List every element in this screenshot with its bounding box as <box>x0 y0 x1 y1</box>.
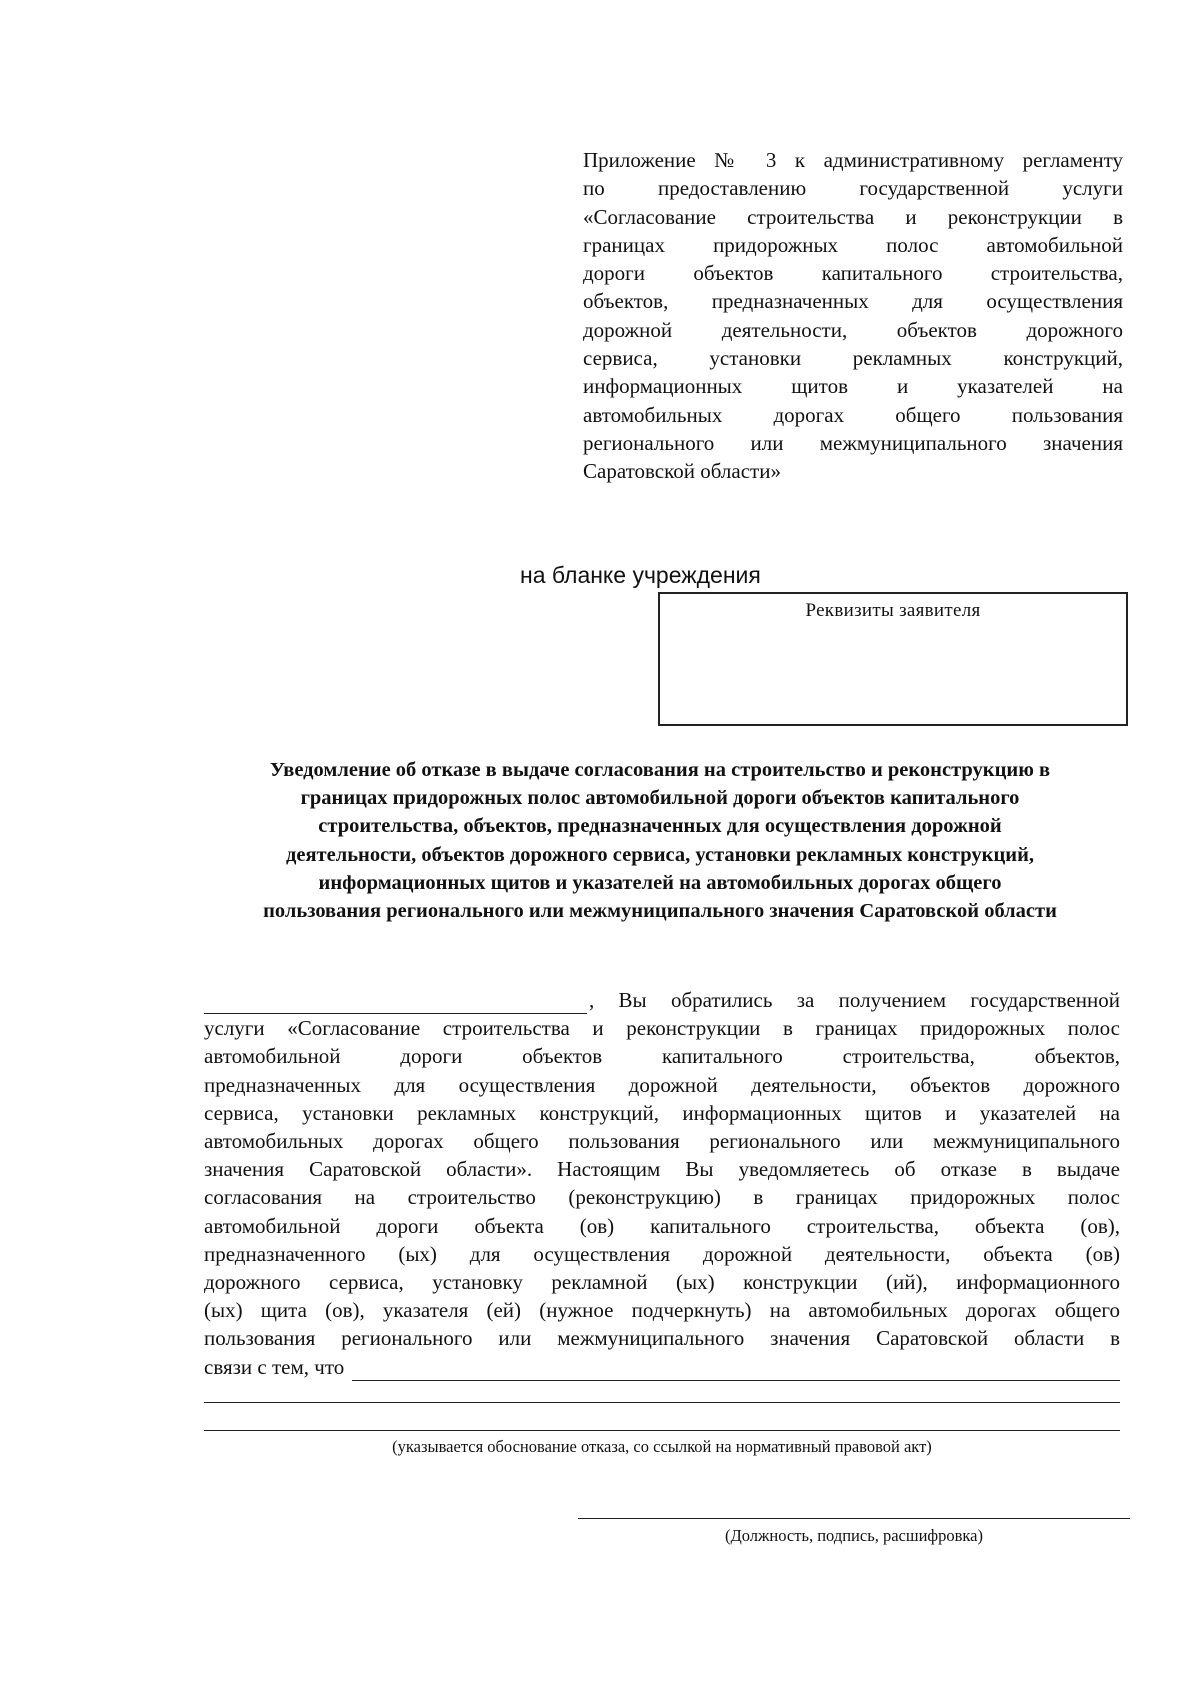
applicant-name-blank <box>204 991 587 1014</box>
body-line: автомобильных дорогах общего пользования регионального или межмуниципального <box>204 1129 1120 1154</box>
appendix-header <box>583 146 1123 486</box>
notice-title-line: информационных щитов и указателей на автомобильных дорогах общего <box>318 871 1002 894</box>
notice-title-line: границах придорожных полос автомобильной дороги объектов капитального <box>300 787 1020 810</box>
appendix-line: «Согласование строительства и реконструкции в <box>583 204 1123 229</box>
appendix-line: сервиса, установки рекламных конструкций, <box>583 346 1123 371</box>
body-line: дорожного сервиса, установку рекламной (ых) конструкции (ий), информационного <box>204 1270 1120 1295</box>
appendix-line: дороги объектов капитального строительства, <box>583 261 1123 286</box>
applicant-details-box <box>658 592 1128 726</box>
appendix-line: дорожной деятельности, объектов дорожного <box>583 317 1123 342</box>
notice-title-line: строительства, объектов, предназначенных для осуществления дорожной <box>318 815 1002 838</box>
appendix-line: автомобильных дорогах общего пользования <box>583 402 1123 427</box>
body-line: связи с тем, что <box>204 1354 345 1379</box>
body-line: сервиса, установки рекламных конструкций, информационных щитов и указателей на <box>204 1100 1120 1125</box>
signature-blank-line <box>578 1518 1130 1519</box>
appendix-line: регионального или межмуниципального значения <box>583 430 1123 455</box>
body-line: предназначенных для осуществления дорожной деятельности, объектов дорожного <box>204 1072 1120 1097</box>
body-last-line <box>204 1353 1120 1381</box>
refusal-reason-blank <box>352 1358 1120 1381</box>
body-line: значения Саратовской области». Настоящим Вы уведомляетесь об отказе в выдаче <box>204 1157 1120 1182</box>
notice-title <box>180 756 1140 925</box>
body-line: предназначенного (ых) для осуществления дорожной деятельности, объекта (ов) <box>204 1241 1120 1266</box>
refusal-reason-blank-line <box>204 1402 1120 1403</box>
applicant-details-label: Реквизиты заявителя <box>805 600 981 621</box>
signature-hint: (Должность, подпись, расшифровка) <box>725 1526 983 1545</box>
appendix-line: по предоставлению государственной услуги <box>583 176 1123 201</box>
body-line: услуги «Согласование строительства и реконструкции в границах придорожных полос <box>204 1016 1120 1041</box>
notice-title-line: пользования регионального или межмуниципального значения Саратовской области <box>263 900 1057 923</box>
refusal-reason-hint: (указывается обоснование отказа, со ссылкой на нормативный правовой акт) <box>392 1437 932 1456</box>
appendix-line: объектов, предназначенных для осуществления <box>583 289 1123 314</box>
letterhead-caption: на бланке учреждения <box>520 562 761 588</box>
appendix-line: информационных щитов и указателей на <box>583 374 1123 399</box>
body-line: автомобильной дороги объекта (ов) капитального строительства, объекта (ов), <box>204 1213 1120 1238</box>
refusal-reason-blank-line <box>204 1430 1120 1431</box>
appendix-line: Саратовской области» <box>583 459 781 484</box>
notice-body <box>204 986 1120 1381</box>
appendix-line: границах придорожных полос автомобильной <box>583 232 1123 257</box>
body-line: (ых) щита (ов), указателя (ей) (нужное подчеркнуть) на автомобильных дорогах общего <box>204 1298 1120 1323</box>
body-line: , Вы обратились за получением государственной <box>589 988 1120 1012</box>
body-line: пользования регионального или межмуниципального значения Саратовской области в <box>204 1326 1120 1351</box>
body-line: согласования на строительство (реконструкцию) в границах придорожных полос <box>204 1185 1120 1210</box>
body-first-line <box>204 986 1120 1014</box>
appendix-line: Приложение № 3 к административному регламенту <box>583 148 1123 172</box>
notice-title-line: Уведомление об отказе в выдаче согласования на строительство и реконструкцию в <box>269 759 1051 781</box>
body-line: автомобильной дороги объектов капитального строительства, объектов, <box>204 1044 1120 1069</box>
notice-title-line: деятельности, объектов дорожного сервиса, установки рекламных конструкций, <box>285 843 1035 866</box>
